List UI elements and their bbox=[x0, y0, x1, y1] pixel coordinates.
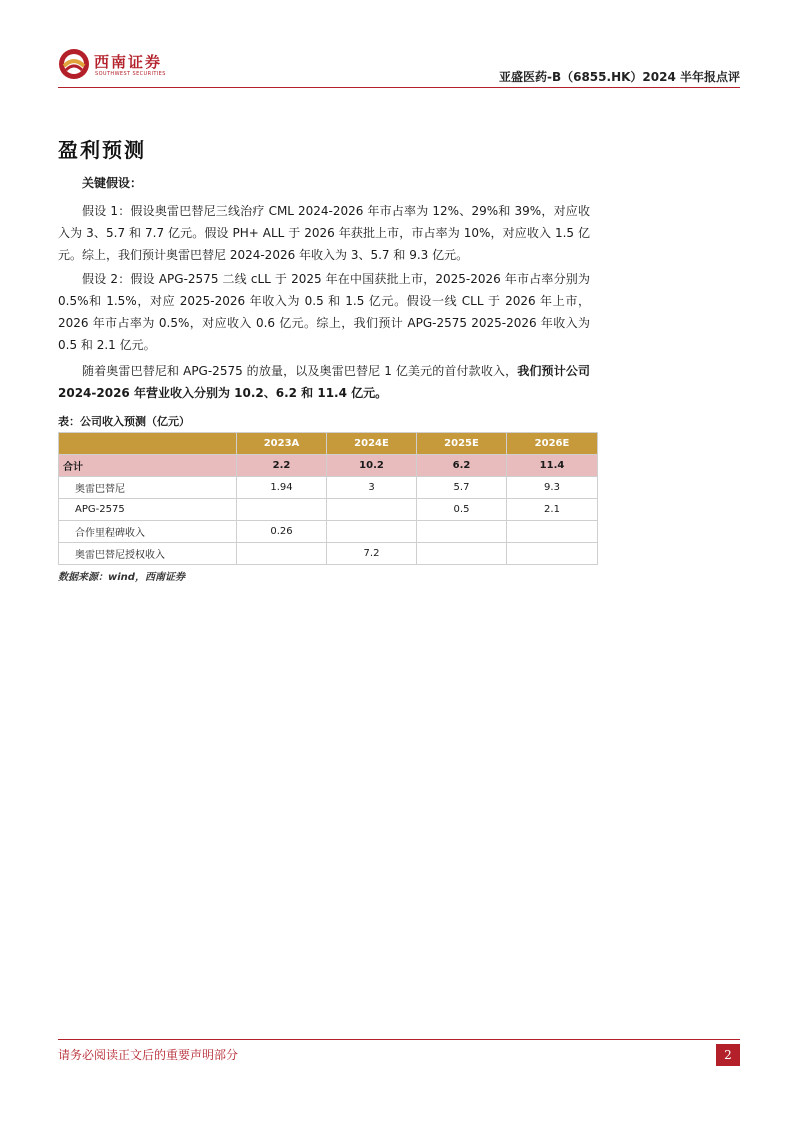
table-cell: 0.26 bbox=[237, 521, 327, 543]
table-cell: 1.94 bbox=[237, 477, 327, 499]
footer-disclaimer: 请务必阅读正文后的重要声明部分 bbox=[58, 1048, 239, 1062]
logo-cn-text: 西南证券 bbox=[94, 53, 163, 71]
report-title: 亚盛医药-B（6855.HK）2024 半年报点评 bbox=[498, 70, 740, 84]
table-caption: 表：公司收入预测（亿元） bbox=[58, 415, 190, 428]
table-cell: 5.7 bbox=[417, 477, 507, 499]
page-header bbox=[58, 44, 740, 88]
section-title: 盈利预测 bbox=[58, 138, 146, 162]
summary-paragraph bbox=[58, 360, 590, 404]
table-cell: 6.2 bbox=[417, 455, 507, 477]
table-header-cell: 2026E bbox=[507, 433, 598, 455]
table-cell bbox=[237, 543, 327, 565]
table-cell bbox=[327, 499, 417, 521]
summary-plain-text: 随着奥雷巴替尼和 APG-2575 的放量，以及奥雷巴替尼 1 亿美元的首付款收入， bbox=[82, 364, 518, 378]
footer-divider bbox=[58, 1039, 740, 1040]
revenue-forecast-table bbox=[58, 432, 598, 565]
table-header-cell bbox=[59, 433, 237, 455]
table-cell bbox=[237, 499, 327, 521]
table-cell bbox=[417, 521, 507, 543]
table-cell bbox=[417, 543, 507, 565]
table-cell: 3 bbox=[327, 477, 417, 499]
table-cell: 10.2 bbox=[327, 455, 417, 477]
table-cell: 0.5 bbox=[417, 499, 507, 521]
company-logo bbox=[58, 48, 188, 84]
table-cell bbox=[507, 543, 598, 565]
table-row bbox=[59, 477, 598, 499]
table-header-cell: 2025E bbox=[417, 433, 507, 455]
row-label: 奥雷巴替尼授权收入 bbox=[59, 543, 237, 565]
table-row bbox=[59, 543, 598, 565]
table-total-row bbox=[59, 455, 598, 477]
table-header-cell: 2024E bbox=[327, 433, 417, 455]
logo-en-text: SOUTHWEST SECURITIES bbox=[95, 71, 166, 77]
table-row bbox=[59, 521, 598, 543]
table-cell: 9.3 bbox=[507, 477, 598, 499]
row-label: 奥雷巴替尼 bbox=[59, 477, 237, 499]
key-assumptions-label: 关键假设： bbox=[82, 176, 143, 190]
assumption-2-paragraph: 假设 2：假设 APG-2575 二线 cLL 于 2025 年在中国获批上市，2025-2026 年市占率分别为 0.5%和 1.5%，对应 2025-2026 年收入为 0.5 和 1.5 亿元。假设一线 CLL 于 2026 年上市，2026 年市占率为 0.5%，对应收入 0.6 亿元。综上，我们预计 APG-2575 2025-2026 年收入为 0.5 和 2.1 亿元。 bbox=[58, 272, 590, 352]
row-label: 合计 bbox=[59, 455, 237, 477]
table-cell: 2.2 bbox=[237, 455, 327, 477]
table-cell: 11.4 bbox=[507, 455, 598, 477]
table-cell bbox=[507, 521, 598, 543]
table-header-row bbox=[59, 433, 598, 455]
table-cell: 2.1 bbox=[507, 499, 598, 521]
logo-mark-icon bbox=[58, 48, 90, 80]
table-cell bbox=[327, 521, 417, 543]
row-label: 合作里程碑收入 bbox=[59, 521, 237, 543]
data-source-note: 数据来源：wind，西南证券 bbox=[58, 572, 185, 583]
header-divider bbox=[58, 87, 740, 88]
table-row bbox=[59, 499, 598, 521]
assumption-1-paragraph: 假设 1：假设奥雷巴替尼三线治疗 CML 2024-2026 年市占率为 12%、29%和 39%，对应收入为 3、5.7 和 7.7 亿元。假设 PH+ ALL 于 2026 年获批上市，市占率为 10%，对应收入 1.5 亿元。综上，我们预计奥雷巴替尼 2024-2026 年收入为 3、5.7 和 9.3 亿元。 bbox=[58, 204, 590, 262]
table-header-cell: 2023A bbox=[237, 433, 327, 455]
page-number: 2 bbox=[716, 1044, 740, 1066]
row-label: APG-2575 bbox=[59, 499, 237, 521]
summary-bold-text: 我们预计公司 2024-2026 年营业收入分别为 10.2、6.2 和 11.4 亿元。 bbox=[58, 364, 590, 400]
table-cell: 7.2 bbox=[327, 543, 417, 565]
